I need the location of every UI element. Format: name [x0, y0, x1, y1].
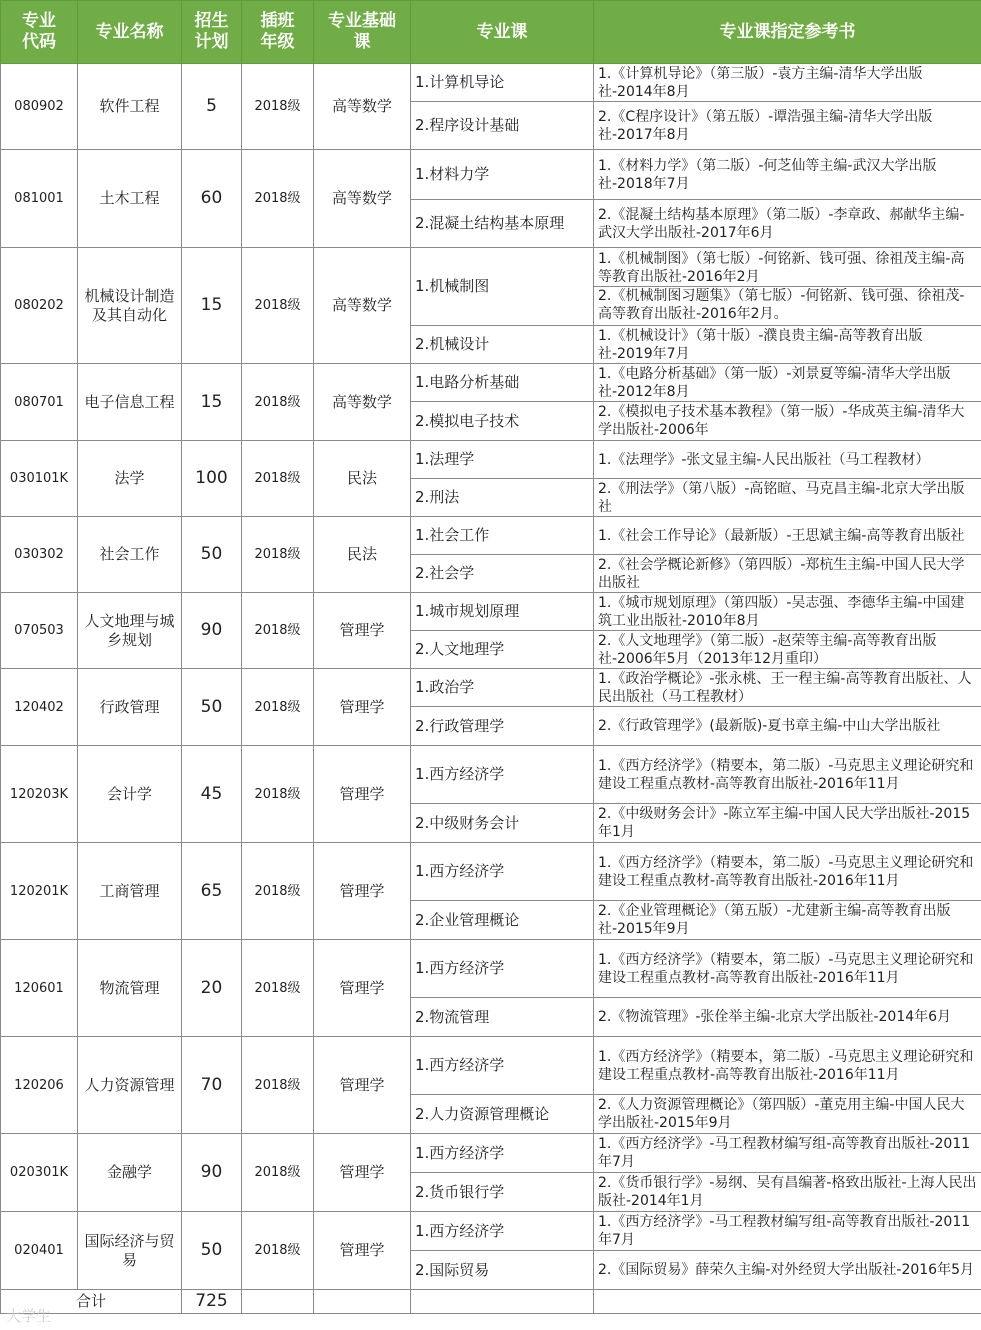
- major-quota: 50: [182, 1212, 242, 1290]
- course-name: 1.西方经济学: [411, 1037, 594, 1095]
- reference-book: [594, 402, 981, 441]
- course-name: 2.机械设计: [411, 326, 594, 364]
- major-name: 法学: [78, 441, 182, 517]
- course-name: 1.西方经济学: [411, 1212, 594, 1251]
- major-name: 电子信息工程: [78, 364, 182, 441]
- major-code: 120601: [1, 940, 78, 1037]
- course-name: 2.国际贸易: [411, 1251, 594, 1290]
- reference-book: [594, 200, 981, 248]
- course-name: 2.行政管理学: [411, 707, 594, 746]
- major-code: 070503: [1, 593, 78, 669]
- major-code: 030302: [1, 517, 78, 593]
- major-grade: 2018级: [242, 1134, 314, 1212]
- header-basic-course: 专业基础 课: [314, 1, 411, 64]
- reference-book: [594, 593, 981, 631]
- reference-book-entry: 2.《中级财务会计》-陈立军主编-中国人民大学出版社-2015年1月: [598, 806, 971, 840]
- empty-cell: [594, 1290, 981, 1314]
- major-basic-course: 高等数学: [314, 248, 411, 364]
- course-name: 2.刑法: [411, 479, 594, 517]
- empty-cell: [242, 1290, 314, 1314]
- major-name: 软件工程: [78, 64, 182, 150]
- reference-book-entry: 1.《西方经济学》-马工程教材编写组-高等教育出版社-2011年7月: [598, 1214, 971, 1248]
- major-grade: 2018级: [242, 1037, 314, 1134]
- reference-book: [594, 1095, 981, 1134]
- table-row: [1, 593, 981, 631]
- reference-book-entry: 2.《企业管理概论》（第五版）-尤建新主编-高等教育出版社-2015年9月: [598, 903, 951, 937]
- major-grade: 2018级: [242, 364, 314, 441]
- major-code: 080202: [1, 248, 78, 364]
- course-name: 1.机械制图: [411, 248, 594, 326]
- reference-book-entry: 1.《计算机导论》（第三版）-袁方主编-清华大学出版社-2014年8月: [598, 65, 923, 100]
- major-code: 030101K: [1, 441, 78, 517]
- course-name: 2.物流管理: [411, 998, 594, 1037]
- reference-book-entry: 2.《人力资源管理概论》（第四版）-董克用主编-中国人民大学出版社-2015年9月: [598, 1097, 965, 1131]
- course-name: 1.西方经济学: [411, 1134, 594, 1173]
- table-row: [1, 517, 981, 555]
- course-name: 1.社会工作: [411, 517, 594, 555]
- major-quota: 90: [182, 593, 242, 669]
- major-code: 120201K: [1, 843, 78, 940]
- major-code: 020301K: [1, 1134, 78, 1212]
- reference-book-entry: 1.《西方经济学》（精要本，第二版）-马克思主义理论研究和建设工程重点教材-高等教育出版社-2016年11月: [598, 951, 974, 986]
- major-name: 金融学: [78, 1134, 182, 1212]
- reference-book-entry: 2.《行政管理学》(最新版)-夏书章主编-中山大学出版社: [598, 718, 941, 734]
- reference-book: [594, 364, 981, 402]
- major-name: 国际经济与贸易: [78, 1212, 182, 1290]
- major-code: 081001: [1, 150, 78, 248]
- table-row: [1, 441, 981, 479]
- reference-book-entry: 2.《C程序设计》（第五版）-谭浩强主编-清华大学出版社-2017年8月: [598, 108, 933, 143]
- major-basic-course: 管理学: [314, 1037, 411, 1134]
- course-name: 1.西方经济学: [411, 940, 594, 998]
- reference-book: [594, 631, 981, 669]
- reference-book: [594, 901, 981, 940]
- course-name: 2.混凝土结构基本原理: [411, 200, 594, 248]
- header-quota: 招生 计划: [182, 1, 242, 64]
- reference-book: [594, 248, 981, 326]
- course-name: 2.货币银行学: [411, 1173, 594, 1212]
- reference-book-entry: 1.《西方经济学》（精要本，第二版）-马克思主义理论研究和建设工程重点教材-高等教育出版社-2016年11月: [598, 1048, 974, 1083]
- reference-book-entry: 2.《模拟电子技术基本教程》（第一版）-华成英主编-清华大学出版社-2006年: [598, 404, 965, 438]
- major-quota: 15: [182, 248, 242, 364]
- course-name: 1.西方经济学: [411, 746, 594, 804]
- reference-book-entry: 2.《物流管理》-张佺举主编-北京大学出版社-2014年6月: [598, 1009, 952, 1025]
- course-name: 2.模拟电子技术: [411, 402, 594, 441]
- reference-book-entry: 2.《刑法学》（第八版）-高铭暄、马克昌主编-北京大学出版社: [598, 480, 965, 515]
- major-grade: 2018级: [242, 843, 314, 940]
- reference-book: [594, 64, 981, 102]
- course-name: 2.企业管理概论: [411, 901, 594, 940]
- course-name: 2.程序设计基础: [411, 102, 594, 150]
- reference-book-entry: 1.《西方经济学》（精要本，第二版）-马克思主义理论研究和建设工程重点教材-高等教育出版社-2016年11月: [598, 757, 974, 792]
- major-quota: 20: [182, 940, 242, 1037]
- major-name: 机械设计制造及其自动化: [78, 248, 182, 364]
- reference-book-entry: 2.《国际贸易》薛荣久主编-对外经贸大学出版社-2016年5月: [598, 1262, 974, 1278]
- major-basic-course: 管理学: [314, 940, 411, 1037]
- major-quota: 50: [182, 517, 242, 593]
- major-grade: 2018级: [242, 746, 314, 843]
- major-quota: 60: [182, 150, 242, 248]
- table-row: [1, 1212, 981, 1251]
- reference-book-entry: 2.《社会学概论新修》（第四版）-郑杭生主编-中国人民大学出版社: [598, 556, 965, 591]
- major-basic-course: 管理学: [314, 746, 411, 843]
- major-quota: 100: [182, 441, 242, 517]
- major-code: 080902: [1, 64, 78, 150]
- reference-book: [594, 326, 981, 364]
- major-name: 社会工作: [78, 517, 182, 593]
- reference-book: [594, 998, 981, 1037]
- major-code: 080701: [1, 364, 78, 441]
- course-name: 1.计算机导论: [411, 64, 594, 102]
- table-row: [1, 248, 981, 326]
- header-courses: 专业课: [411, 1, 594, 64]
- major-grade: 2018级: [242, 1212, 314, 1290]
- total-row: [1, 1290, 981, 1314]
- major-quota: 50: [182, 669, 242, 746]
- total-value: 725: [182, 1290, 242, 1314]
- reference-book-entry: 1.《社会工作导论》（最新版）-王思斌主编-高等教育出版社: [598, 527, 965, 544]
- major-quota: 15: [182, 364, 242, 441]
- major-grade: 2018级: [242, 64, 314, 150]
- major-basic-course: 管理学: [314, 1212, 411, 1290]
- reference-book: [594, 555, 981, 593]
- header-name: 专业名称: [78, 1, 182, 64]
- table-row: [1, 364, 981, 402]
- table-row: [1, 940, 981, 998]
- major-grade: 2018级: [242, 517, 314, 593]
- major-basic-course: 高等数学: [314, 364, 411, 441]
- reference-book: [594, 102, 981, 150]
- reference-book: [594, 804, 981, 843]
- major-name: 会计学: [78, 746, 182, 843]
- reference-book: [594, 441, 981, 479]
- major-grade: 2018级: [242, 150, 314, 248]
- major-name: 土木工程: [78, 150, 182, 248]
- reference-book: [594, 707, 981, 746]
- major-grade: 2018级: [242, 669, 314, 746]
- major-basic-course: 高等数学: [314, 64, 411, 150]
- major-name: 工商管理: [78, 843, 182, 940]
- major-quota: 65: [182, 843, 242, 940]
- major-basic-course: 管理学: [314, 1134, 411, 1212]
- reference-book-entry: 1.《西方经济学》（精要本，第二版）-马克思主义理论研究和建设工程重点教材-高等教育出版社-2016年11月: [598, 854, 974, 889]
- course-name: 1.西方经济学: [411, 843, 594, 901]
- table-row: [1, 746, 981, 804]
- total-label: 合计: [1, 1290, 182, 1314]
- course-name: 1.政治学: [411, 669, 594, 707]
- reference-book: [594, 150, 981, 200]
- major-code: 120206: [1, 1037, 78, 1134]
- course-name: 2.社会学: [411, 555, 594, 593]
- major-basic-course: 管理学: [314, 843, 411, 940]
- reference-book: [594, 669, 981, 707]
- table-row: [1, 669, 981, 707]
- reference-book: [594, 746, 981, 804]
- major-grade: 2018级: [242, 593, 314, 669]
- course-name: 2.人力资源管理概论: [411, 1095, 594, 1134]
- reference-book-entry: 2.《混凝土结构基本原理》（第二版）-李章政、郝献华主编-武汉大学出版社-2017年6月: [598, 206, 965, 241]
- major-grade: 2018级: [242, 940, 314, 1037]
- major-quota: 45: [182, 746, 242, 843]
- table-row: [1, 843, 981, 901]
- table-row: [1, 150, 981, 200]
- major-grade: 2018级: [242, 441, 314, 517]
- reference-book: [594, 517, 981, 555]
- major-quota: 5: [182, 64, 242, 150]
- major-basic-course: 民法: [314, 517, 411, 593]
- header-row: [1, 1, 981, 64]
- major-basic-course: 管理学: [314, 593, 411, 669]
- major-grade: 2018级: [242, 248, 314, 364]
- watermark: 大学生: [6, 1307, 52, 1325]
- major-name: 人文地理与城乡规划: [78, 593, 182, 669]
- reference-book-entry: 1.《城市规划原理》（第四版）-吴志强、李德华主编-中国建筑工业出版社-2010年8月: [598, 594, 965, 629]
- major-code: 120402: [1, 669, 78, 746]
- course-name: 1.电路分析基础: [411, 364, 594, 402]
- course-name: 1.城市规划原理: [411, 593, 594, 631]
- reference-book-entry: 2.《人文地理学》（第二版）-赵荣等主编-高等教育出版社-2006年5月（2013年12月重印）: [598, 632, 937, 667]
- reference-book: [594, 1173, 981, 1212]
- major-name: 行政管理: [78, 669, 182, 746]
- reference-book-entry: 1.《机械制图》（第七版）-何铭新、钱可强、徐祖茂主编-高等教育出版社-2016年2月: [598, 251, 965, 285]
- major-code: 120203K: [1, 746, 78, 843]
- table-row: [1, 1037, 981, 1095]
- reference-book: [594, 1212, 981, 1251]
- table-row: [1, 1134, 981, 1173]
- reference-book-entry: 1.《法理学》-张文显主编-人民出版社（马工程教材）: [598, 451, 930, 468]
- empty-cell: [314, 1290, 411, 1314]
- reference-book-entry: 1.《西方经济学》-马工程教材编写组-高等教育出版社-2011年7月: [598, 1136, 971, 1170]
- table-row: [1, 64, 981, 102]
- reference-book-entry: 2.《机械制图习题集》（第七版）-何铭新、钱可强、徐祖茂-高等教育出版社-2016年2月。: [594, 286, 981, 323]
- reference-book-entry: 1.《机械设计》（第十版）-濮良贵主编-高等教育出版社-2019年7月: [598, 327, 923, 362]
- reference-book: [594, 1037, 981, 1095]
- empty-cell: [411, 1290, 594, 1314]
- reference-book-entry: 1.《电路分析基础》（第一版）-刘景夏等编-清华大学出版社-2012年8月: [598, 365, 951, 400]
- header-grade: 插班 年级: [242, 1, 314, 64]
- major-name: 人力资源管理: [78, 1037, 182, 1134]
- reference-book: [594, 1134, 981, 1173]
- reference-book: [594, 1251, 981, 1290]
- major-basic-course: 管理学: [314, 669, 411, 746]
- major-code: 020401: [1, 1212, 78, 1290]
- course-name: 1.材料力学: [411, 150, 594, 200]
- reference-book-entry: 2.《货币银行学》-易纲、吴有昌编著-格致出版社-上海人民出版社-2014年1月: [598, 1175, 977, 1209]
- header-code: 专业 代码: [1, 1, 78, 64]
- major-quota: 90: [182, 1134, 242, 1212]
- major-quota: 70: [182, 1037, 242, 1134]
- course-name: 2.人文地理学: [411, 631, 594, 669]
- reference-book: [594, 843, 981, 901]
- major-name: 物流管理: [78, 940, 182, 1037]
- reference-book-entry: 1.《材料力学》（第二版）-何芝仙等主编-武汉大学出版社-2018年7月: [598, 157, 937, 192]
- reference-book: [594, 940, 981, 998]
- reference-book: [594, 479, 981, 517]
- reference-book-entry: 1.《政治学概论》-张永桃、王一程主编-高等教育出版社、人民出版社（马工程教材）: [598, 670, 972, 705]
- header-books: 专业课指定参考书: [594, 1, 981, 64]
- major-basic-course: 高等数学: [314, 150, 411, 248]
- course-name: 1.法理学: [411, 441, 594, 479]
- course-name: 2.中级财务会计: [411, 804, 594, 843]
- major-basic-course: 民法: [314, 441, 411, 517]
